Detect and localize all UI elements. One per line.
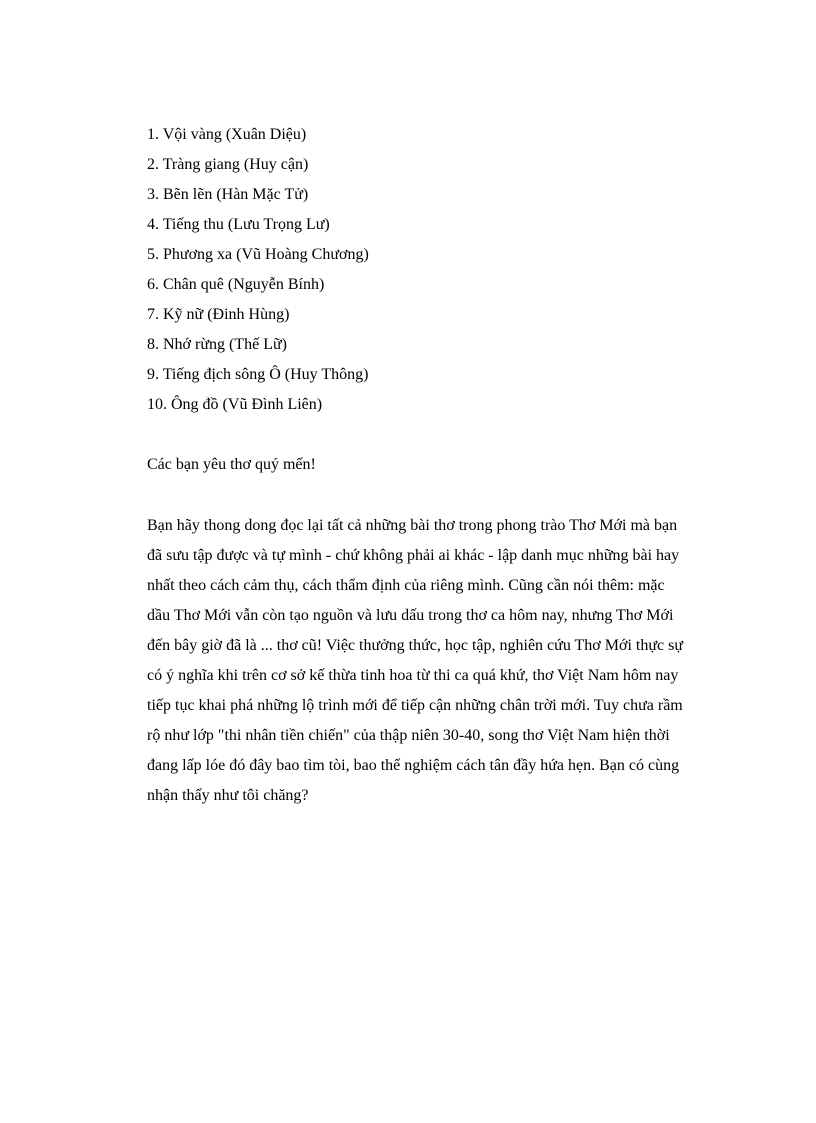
poem-list-item: 5. Phương xa (Vũ Hoàng Chương): [147, 246, 369, 263]
poem-list-item: 10. Ông đồ (Vũ Đình Liên): [147, 396, 323, 413]
greeting: Các bạn yêu thơ quý mến!: [147, 456, 316, 473]
poem-list-item: 2. Tràng giang (Huy cận): [147, 156, 309, 173]
poem-list-item: 7. Kỹ nữ (Đinh Hùng): [147, 306, 290, 323]
poem-list-item: 9. Tiếng địch sông Ô (Huy Thông): [147, 366, 369, 383]
poem-list: [147, 120, 687, 420]
body-paragraph: Bạn hãy thong dong đọc lại tất cả những bài thơ trong phong trào Thơ Mới mà bạn đã sưu tập được và tự mình - chứ không phải ai khác - lập danh mục những bài hay nhất theo cách cảm thụ, cách thẩm định của riêng mình. Cũng cần nói thêm: mặc dầu Thơ Mới vẫn còn tạo nguồn và lưu dấu trong thơ ca hôm nay, nhưng Thơ Mới đến bây giờ đã là ... thơ cũ! Việc thưởng thức, học tập, nghiên cứu Thơ Mới thực sự có ý nghĩa khi trên cơ sở kế thừa tinh hoa từ thi ca quá khứ, thơ Việt Nam hôm nay tiếp tục khai phá những lộ trình mới để tiếp cận những chân trời mới. Tuy chưa rầm rộ như lớp "thi nhân tiền chiến" của thập niên 30-40, song thơ Việt Nam hiện thời đang lấp lóe đó đây bao tìm tòi, bao thể nghiệm cách tân đầy hứa hẹn. Bạn có cùng nhận thấy như tôi chăng?: [147, 517, 684, 804]
poem-list-item: 3. Bẽn lẽn (Hàn Mặc Tử): [147, 186, 309, 203]
poem-list-item: 6. Chân quê (Nguyễn Bính): [147, 276, 325, 293]
poem-list-item: 1. Vội vàng (Xuân Diệu): [147, 126, 307, 143]
poem-list-item: 8. Nhớ rừng (Thế Lữ): [147, 336, 287, 353]
poem-list-item: 4. Tiếng thu (Lưu Trọng Lư): [147, 216, 330, 233]
document-page: [147, 120, 687, 811]
